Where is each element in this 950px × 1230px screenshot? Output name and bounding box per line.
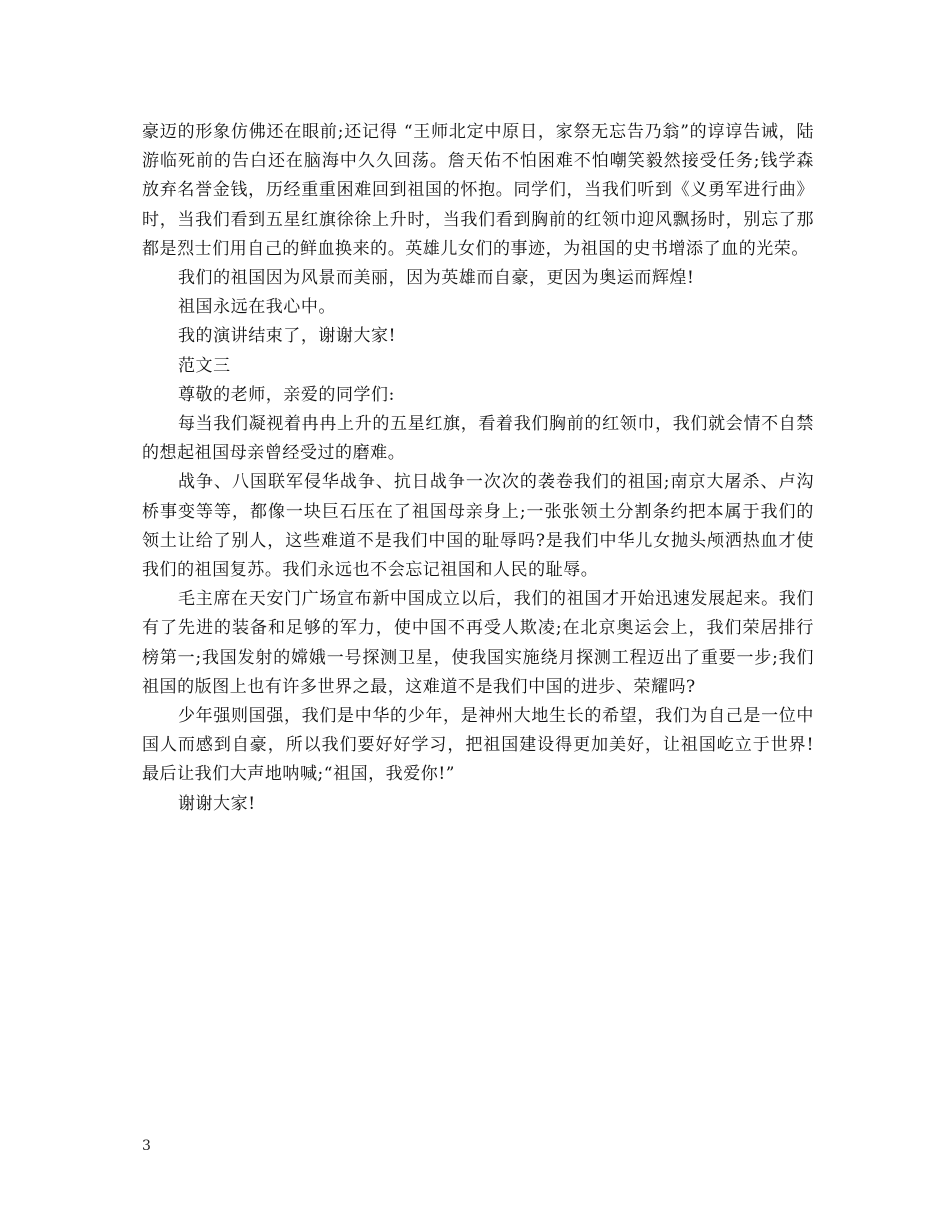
paragraph-salutation: 尊敬的老师，亲爱的同学们: <box>178 384 395 405</box>
paragraph-continued-heroes: 豪迈的形象仿佛还在眼前;还记得 “王师北定中原日，家祭无忘告乃翁”的谆谆告诫，陆游临死前的告白还在脑海中久久回荡。詹天佑不怕困难不怕嘲笑毅然接受任务;钱学森放弃名誉金钱，历经重重困难回到祖国的怀抱。同学们，当我们听到《义勇军进行曲》时，当我们看到五星红旗徐徐上升时，当我们看到胸前的红领巾迎风飘扬时，别忘了那都是烈士们用自己的鲜血换来的。英雄儿女们的事迹，为祖国的史书增添了血的光荣。 <box>142 122 814 259</box>
section-heading-sample-three: 范文三 <box>178 355 231 376</box>
document-body <box>142 118 814 819</box>
paragraph-youth: 少年强则国强，我们是中华的少年，是神州大地生长的希望，我们为自己是一位中国人而感到自豪，所以我们要好好学习，把祖国建设得更加美好，让祖国屹立于世界!最后让我们大声地呐喊;“祖国，我爱你!” <box>142 706 814 785</box>
page-number: 3 <box>142 1138 151 1154</box>
paragraph-red-flag: 每当我们凝视着冉冉上升的五星红旗，看着我们胸前的红领巾，我们就会情不自禁的想起祖国母亲曾经受过的磨难。 <box>142 414 814 464</box>
paragraph-motherland-in-heart: 祖国永远在我心中。 <box>178 297 336 318</box>
paragraph-development: 毛主席在天安门广场宣布新中国成立以后，我们的祖国才开始迅速发展起来。我们有了先进的装备和足够的军力，使中国不再受人欺凌;在北京奥运会上，我们荣居排行榜第一;我国发射的嫦娥一号探测卫星，使我国实施绕月探测工程迈出了重要一步;我们祖国的版图上也有许多世界之最，这难道不是我们中国的进步、荣耀吗? <box>142 589 814 697</box>
paragraph-motherland-glory: 我们的祖国因为风景而美丽，因为英雄而自豪，更因为奥运而辉煌! <box>178 268 695 289</box>
paragraph-hardships: 战争、八国联军侵华战争、抗日战争一次次的袭卷我们的祖国;南京大屠杀、卢沟桥事变等等，都像一块巨石压在了祖国母亲身上;一张张领土分割条约把本属于我们的领土让给了别人，这些难道不是我们中国的耻辱吗?是我们中华儿女抛头颅洒热血才使我们的祖国复苏。我们永远也不会忘记祖国和人民的耻辱。 <box>142 472 814 581</box>
paragraph-speech-end: 我的演讲结束了，谢谢大家! <box>178 326 396 347</box>
paragraph-thanks: 谢谢大家! <box>178 793 256 814</box>
